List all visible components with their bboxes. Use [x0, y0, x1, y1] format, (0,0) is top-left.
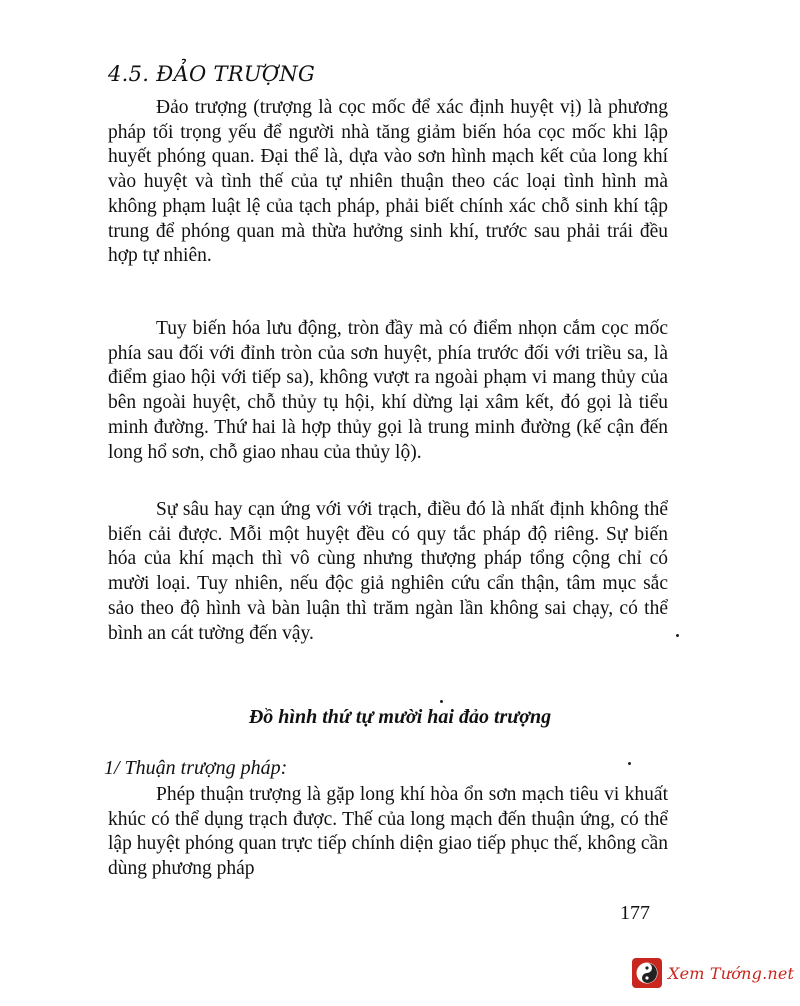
paragraph-2-text: Tuy biến hóa lưu động, tròn đầy mà có điểm nhọn cắm cọc mốc phía sau đối với đỉnh tròn của sơn huyệt, phía trước đối với triều sa, là điểm giao hội với tiếp sa), không vượt ra ngoài phạm vi mang thủy của bên ngoài huyệt, chỗ thủy tụ hội, khí dừng lại xâm kết, đó gọi là tiểu minh đường. Thứ hai là hợp thủy gọi là trung minh đường (kế cận đến long hổ sơn, chỗ giao nhau của thủy lộ). — [108, 318, 668, 463]
paragraph-1 — [108, 96, 668, 269]
paragraph-2 — [108, 317, 668, 465]
figure-title: Đồ hình thứ tự mười hai đảo trượng — [248, 706, 552, 728]
paragraph-4 — [108, 783, 668, 882]
paragraph-3-text: Sự sâu hay cạn ứng với với trạch, điều đó là nhất định không thể biến cải được. Mỗi một huyệt đều có quy tắc pháp độ riêng. Sự biến hóa của khí mạch thì vô cùng nhưng thượng pháp tổng cộng chỉ có mười loại. Tuy nhiên, nếu độc giả nghiên cứu cẩn thận, tâm mục sắc sảo theo độ hình và bàn luận thì trăm ngàn lần không sai chạy, có thể bình an cát tường đến vậy. — [108, 499, 668, 644]
paragraph-1-text: Đảo trượng (trượng là cọc mốc để xác định huyệt vị) là phương pháp tối trọng yếu để người nhà tăng giảm biến hóa cọc mốc khi lập huyết phóng quan. Đại thể là, dựa vào sơn hình mạch kết của long khí vào huyệt và tình thế của tự nhiên thuận theo các loại tình hình mà không phạm luật lệ của tạch pháp, phải biết chính xác chỗ sinh khí tập trung để phóng quan mà thừa hưởng sinh khí, trước sau phải trái đều hợp tự nhiên. — [108, 97, 668, 267]
yin-yang-icon — [632, 958, 662, 988]
scan-speck — [628, 762, 631, 765]
watermark-text: Xem Tướng.net — [668, 963, 795, 983]
paragraph-3 — [108, 498, 668, 646]
scan-speck — [440, 700, 443, 703]
subheading: 1/ Thuận trượng pháp: — [104, 757, 288, 779]
scan-speck — [676, 634, 679, 637]
watermark[interactable] — [632, 954, 798, 992]
paragraph-4-text: Phép thuận trượng là gặp long khí hòa ổn sơn mạch tiêu vi khuất khúc có thể dụng trạch được. Thế của long mạch đến thuận ứng, có thể lập huyệt phóng quan trực tiếp chính diện giao tiếp phục thế, không cần dùng phương pháp — [108, 784, 668, 880]
page-number: 177 — [620, 902, 650, 924]
section-heading: 4.5. ĐẢO TRƯỢNG — [108, 62, 316, 86]
